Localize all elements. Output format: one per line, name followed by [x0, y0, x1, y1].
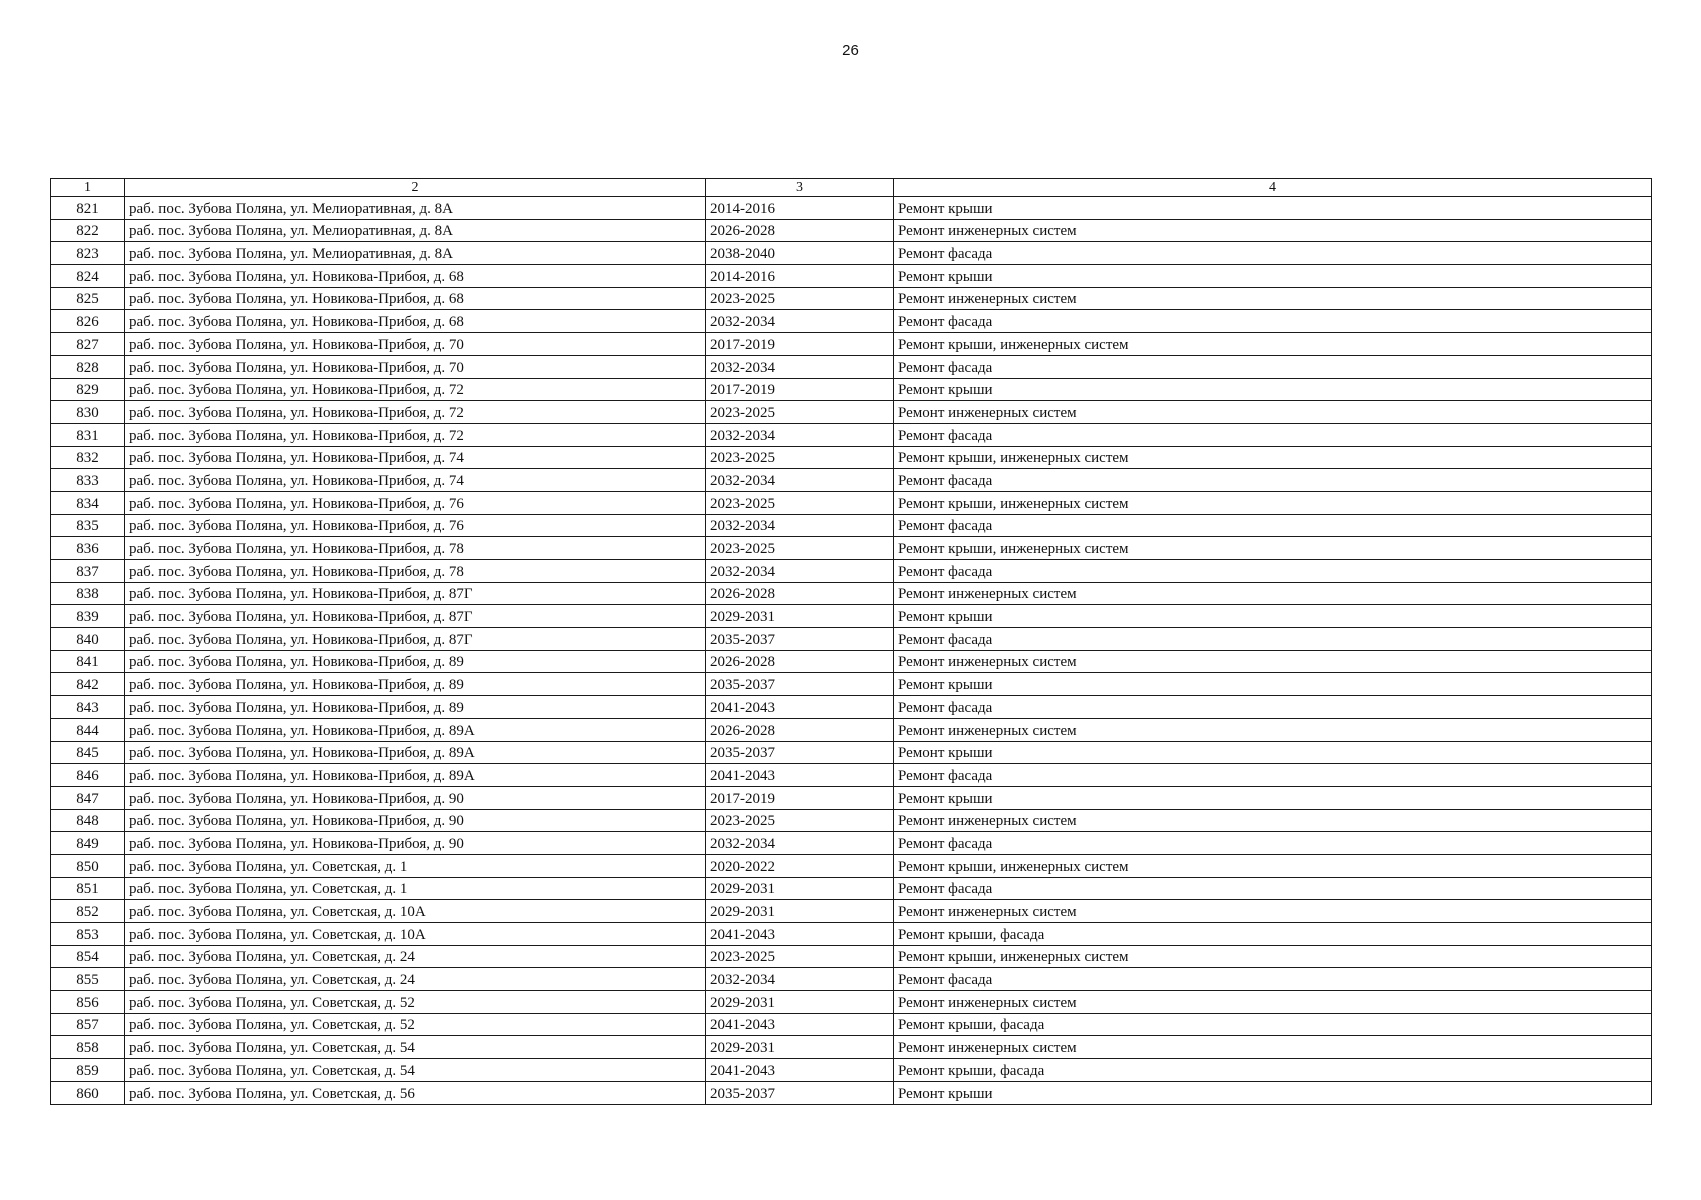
period-cell: 2020-2022 [706, 854, 894, 877]
period-cell: 2017-2019 [706, 786, 894, 809]
row-number: 843 [51, 696, 125, 719]
period-cell: 2035-2037 [706, 741, 894, 764]
row-number: 841 [51, 650, 125, 673]
period-cell: 2023-2025 [706, 401, 894, 424]
work-type-cell: Ремонт инженерных систем [894, 991, 1652, 1014]
period-cell: 2017-2019 [706, 333, 894, 356]
address-cell: раб. пос. Зубова Поляна, ул. Новикова-Прибоя, д. 68 [125, 310, 706, 333]
row-number: 836 [51, 537, 125, 560]
work-type-cell: Ремонт фасада [894, 877, 1652, 900]
address-cell: раб. пос. Зубова Поляна, ул. Советская, д. 54 [125, 1059, 706, 1082]
period-cell: 2023-2025 [706, 809, 894, 832]
table-row [51, 265, 1652, 288]
address-cell: раб. пос. Зубова Поляна, ул. Советская, д. 24 [125, 968, 706, 991]
table-row [51, 1059, 1652, 1082]
work-type-cell: Ремонт фасада [894, 242, 1652, 265]
row-number: 834 [51, 491, 125, 514]
table-row [51, 696, 1652, 719]
period-cell: 2014-2016 [706, 197, 894, 220]
row-number: 857 [51, 1013, 125, 1036]
period-cell: 2041-2043 [706, 1013, 894, 1036]
address-cell: раб. пос. Зубова Поляна, ул. Новикова-Прибоя, д. 72 [125, 378, 706, 401]
table-row [51, 310, 1652, 333]
row-number: 853 [51, 923, 125, 946]
table-row [51, 537, 1652, 560]
row-number: 858 [51, 1036, 125, 1059]
address-cell: раб. пос. Зубова Поляна, ул. Новикова-Прибоя, д. 76 [125, 514, 706, 537]
work-type-cell: Ремонт фасада [894, 355, 1652, 378]
period-cell: 2023-2025 [706, 491, 894, 514]
work-type-cell: Ремонт крыши [894, 605, 1652, 628]
table-row [51, 650, 1652, 673]
period-cell: 2041-2043 [706, 1059, 894, 1082]
table-row [51, 923, 1652, 946]
table-row [51, 673, 1652, 696]
row-number: 852 [51, 900, 125, 923]
work-type-cell: Ремонт крыши [894, 673, 1652, 696]
row-number: 825 [51, 287, 125, 310]
work-type-cell: Ремонт инженерных систем [894, 900, 1652, 923]
address-cell: раб. пос. Зубова Поляна, ул. Советская, д. 10А [125, 923, 706, 946]
table-body [51, 179, 1652, 1105]
work-type-cell: Ремонт крыши, инженерных систем [894, 537, 1652, 560]
table-row [51, 900, 1652, 923]
period-cell: 2029-2031 [706, 900, 894, 923]
address-cell: раб. пос. Зубова Поляна, ул. Советская, д. 52 [125, 991, 706, 1014]
page-number: 26 [842, 42, 859, 59]
address-cell: раб. пос. Зубова Поляна, ул. Новикова-Прибоя, д. 90 [125, 832, 706, 855]
address-cell: раб. пос. Зубова Поляна, ул. Советская, д. 10А [125, 900, 706, 923]
work-type-cell: Ремонт крыши, инженерных систем [894, 491, 1652, 514]
address-cell: раб. пос. Зубова Поляна, ул. Советская, д. 1 [125, 854, 706, 877]
period-cell: 2029-2031 [706, 991, 894, 1014]
address-cell: раб. пос. Зубова Поляна, ул. Советская, д. 24 [125, 945, 706, 968]
address-cell: раб. пос. Зубова Поляна, ул. Мелиоративная, д. 8А [125, 197, 706, 220]
address-cell: раб. пос. Зубова Поляна, ул. Новикова-Прибоя, д. 74 [125, 469, 706, 492]
period-cell: 2026-2028 [706, 582, 894, 605]
period-cell: 2035-2037 [706, 628, 894, 651]
row-number: 859 [51, 1059, 125, 1082]
address-cell: раб. пос. Зубова Поляна, ул. Новикова-Прибоя, д. 76 [125, 491, 706, 514]
period-cell: 2032-2034 [706, 355, 894, 378]
address-cell: раб. пос. Зубова Поляна, ул. Новикова-Прибоя, д. 89А [125, 718, 706, 741]
table-row [51, 514, 1652, 537]
period-cell: 2041-2043 [706, 696, 894, 719]
work-type-cell: Ремонт фасада [894, 968, 1652, 991]
address-cell: раб. пос. Зубова Поляна, ул. Мелиоративная, д. 8А [125, 219, 706, 242]
row-number: 832 [51, 446, 125, 469]
work-type-cell: Ремонт крыши, фасада [894, 1059, 1652, 1082]
table-row [51, 718, 1652, 741]
period-cell: 2041-2043 [706, 923, 894, 946]
work-type-cell: Ремонт инженерных систем [894, 582, 1652, 605]
address-cell: раб. пос. Зубова Поляна, ул. Новикова-Прибоя, д. 70 [125, 355, 706, 378]
address-cell: раб. пос. Зубова Поляна, ул. Новикова-Прибоя, д. 89А [125, 741, 706, 764]
column-header-address: 2 [125, 179, 706, 197]
address-cell: раб. пос. Зубова Поляна, ул. Советская, д. 1 [125, 877, 706, 900]
period-cell: 2029-2031 [706, 877, 894, 900]
table-row [51, 333, 1652, 356]
table-row [51, 1013, 1652, 1036]
period-cell: 2029-2031 [706, 605, 894, 628]
address-cell: раб. пос. Зубова Поляна, ул. Новикова-Прибоя, д. 78 [125, 537, 706, 560]
row-number: 822 [51, 219, 125, 242]
work-type-cell: Ремонт крыши [894, 786, 1652, 809]
table-row [51, 446, 1652, 469]
row-number: 833 [51, 469, 125, 492]
period-cell: 2017-2019 [706, 378, 894, 401]
address-cell: раб. пос. Зубова Поляна, ул. Новикова-Прибоя, д. 68 [125, 265, 706, 288]
row-number: 823 [51, 242, 125, 265]
table-row [51, 628, 1652, 651]
period-cell: 2032-2034 [706, 469, 894, 492]
period-cell: 2032-2034 [706, 310, 894, 333]
table-header-row [51, 179, 1652, 197]
address-cell: раб. пос. Зубова Поляна, ул. Новикова-Прибоя, д. 90 [125, 786, 706, 809]
row-number: 837 [51, 560, 125, 583]
period-cell: 2023-2025 [706, 446, 894, 469]
table-row [51, 582, 1652, 605]
address-cell: раб. пос. Зубова Поляна, ул. Новикова-Прибоя, д. 87Г [125, 582, 706, 605]
table-row [51, 401, 1652, 424]
period-cell: 2032-2034 [706, 832, 894, 855]
address-cell: раб. пос. Зубова Поляна, ул. Новикова-Прибоя, д. 87Г [125, 628, 706, 651]
address-cell: раб. пос. Зубова Поляна, ул. Советская, д. 56 [125, 1081, 706, 1104]
row-number: 840 [51, 628, 125, 651]
table-row [51, 968, 1652, 991]
work-type-cell: Ремонт крыши, инженерных систем [894, 333, 1652, 356]
address-cell: раб. пос. Зубова Поляна, ул. Новикова-Прибоя, д. 74 [125, 446, 706, 469]
period-cell: 2035-2037 [706, 1081, 894, 1104]
work-type-cell: Ремонт инженерных систем [894, 219, 1652, 242]
row-number: 850 [51, 854, 125, 877]
row-number: 856 [51, 991, 125, 1014]
row-number: 845 [51, 741, 125, 764]
period-cell: 2026-2028 [706, 718, 894, 741]
work-type-cell: Ремонт фасада [894, 832, 1652, 855]
table-row [51, 786, 1652, 809]
address-cell: раб. пос. Зубова Поляна, ул. Советская, д. 52 [125, 1013, 706, 1036]
row-number: 830 [51, 401, 125, 424]
table-row [51, 560, 1652, 583]
work-type-cell: Ремонт крыши, инженерных систем [894, 945, 1652, 968]
period-cell: 2026-2028 [706, 219, 894, 242]
column-header-number: 1 [51, 179, 125, 197]
work-type-cell: Ремонт фасада [894, 696, 1652, 719]
table-row [51, 1036, 1652, 1059]
work-type-cell: Ремонт фасада [894, 310, 1652, 333]
work-type-cell: Ремонт крыши [894, 741, 1652, 764]
work-type-cell: Ремонт крыши, инженерных систем [894, 446, 1652, 469]
table-row [51, 741, 1652, 764]
address-cell: раб. пос. Зубова Поляна, ул. Новикова-Прибоя, д. 68 [125, 287, 706, 310]
table-row [51, 197, 1652, 220]
period-cell: 2014-2016 [706, 265, 894, 288]
table-row [51, 491, 1652, 514]
table-row [51, 378, 1652, 401]
work-type-cell: Ремонт крыши [894, 378, 1652, 401]
period-cell: 2032-2034 [706, 514, 894, 537]
row-number: 831 [51, 423, 125, 446]
row-number: 855 [51, 968, 125, 991]
work-type-cell: Ремонт фасада [894, 628, 1652, 651]
period-cell: 2038-2040 [706, 242, 894, 265]
repair-schedule-table [50, 178, 1652, 1105]
address-cell: раб. пос. Зубова Поляна, ул. Советская, д. 54 [125, 1036, 706, 1059]
row-number: 826 [51, 310, 125, 333]
table-row [51, 605, 1652, 628]
work-type-cell: Ремонт крыши, фасада [894, 923, 1652, 946]
row-number: 847 [51, 786, 125, 809]
address-cell: раб. пос. Зубова Поляна, ул. Новикова-Прибоя, д. 89 [125, 673, 706, 696]
table-row [51, 1081, 1652, 1104]
work-type-cell: Ремонт крыши, инженерных систем [894, 854, 1652, 877]
row-number: 844 [51, 718, 125, 741]
period-cell: 2023-2025 [706, 537, 894, 560]
address-cell: раб. пос. Зубова Поляна, ул. Новикова-Прибоя, д. 90 [125, 809, 706, 832]
table-row [51, 945, 1652, 968]
table-row [51, 809, 1652, 832]
work-type-cell: Ремонт фасада [894, 560, 1652, 583]
period-cell: 2029-2031 [706, 1036, 894, 1059]
table-row [51, 832, 1652, 855]
period-cell: 2041-2043 [706, 764, 894, 787]
row-number: 842 [51, 673, 125, 696]
table-row [51, 242, 1652, 265]
work-type-cell: Ремонт фасада [894, 469, 1652, 492]
period-cell: 2032-2034 [706, 968, 894, 991]
work-type-cell: Ремонт крыши [894, 1081, 1652, 1104]
table-row [51, 423, 1652, 446]
table-row [51, 287, 1652, 310]
period-cell: 2023-2025 [706, 287, 894, 310]
row-number: 821 [51, 197, 125, 220]
table-row [51, 469, 1652, 492]
row-number: 835 [51, 514, 125, 537]
period-cell: 2023-2025 [706, 945, 894, 968]
table-row [51, 219, 1652, 242]
work-type-cell: Ремонт инженерных систем [894, 718, 1652, 741]
row-number: 829 [51, 378, 125, 401]
row-number: 824 [51, 265, 125, 288]
work-type-cell: Ремонт крыши [894, 197, 1652, 220]
address-cell: раб. пос. Зубова Поляна, ул. Новикова-Прибоя, д. 70 [125, 333, 706, 356]
work-type-cell: Ремонт фасада [894, 764, 1652, 787]
column-header-period: 3 [706, 179, 894, 197]
period-cell: 2026-2028 [706, 650, 894, 673]
address-cell: раб. пос. Зубова Поляна, ул. Новикова-Прибоя, д. 72 [125, 401, 706, 424]
column-header-work-type: 4 [894, 179, 1652, 197]
address-cell: раб. пос. Зубова Поляна, ул. Новикова-Прибоя, д. 78 [125, 560, 706, 583]
row-number: 827 [51, 333, 125, 356]
address-cell: раб. пос. Зубова Поляна, ул. Новикова-Прибоя, д. 72 [125, 423, 706, 446]
work-type-cell: Ремонт инженерных систем [894, 650, 1652, 673]
row-number: 839 [51, 605, 125, 628]
work-type-cell: Ремонт инженерных систем [894, 1036, 1652, 1059]
address-cell: раб. пос. Зубова Поляна, ул. Новикова-Прибоя, д. 89 [125, 696, 706, 719]
work-type-cell: Ремонт фасада [894, 514, 1652, 537]
period-cell: 2035-2037 [706, 673, 894, 696]
table-row [51, 877, 1652, 900]
period-cell: 2032-2034 [706, 423, 894, 446]
work-type-cell: Ремонт инженерных систем [894, 401, 1652, 424]
row-number: 854 [51, 945, 125, 968]
table-row [51, 355, 1652, 378]
row-number: 848 [51, 809, 125, 832]
work-type-cell: Ремонт крыши, фасада [894, 1013, 1652, 1036]
address-cell: раб. пос. Зубова Поляна, ул. Мелиоративная, д. 8А [125, 242, 706, 265]
row-number: 851 [51, 877, 125, 900]
row-number: 838 [51, 582, 125, 605]
table-row [51, 764, 1652, 787]
row-number: 860 [51, 1081, 125, 1104]
table-row [51, 991, 1652, 1014]
address-cell: раб. пос. Зубова Поляна, ул. Новикова-Прибоя, д. 89 [125, 650, 706, 673]
row-number: 849 [51, 832, 125, 855]
period-cell: 2032-2034 [706, 560, 894, 583]
work-type-cell: Ремонт инженерных систем [894, 287, 1652, 310]
table-row [51, 854, 1652, 877]
work-type-cell: Ремонт инженерных систем [894, 809, 1652, 832]
row-number: 828 [51, 355, 125, 378]
work-type-cell: Ремонт фасада [894, 423, 1652, 446]
address-cell: раб. пос. Зубова Поляна, ул. Новикова-Прибоя, д. 89А [125, 764, 706, 787]
address-cell: раб. пос. Зубова Поляна, ул. Новикова-Прибоя, д. 87Г [125, 605, 706, 628]
row-number: 846 [51, 764, 125, 787]
work-type-cell: Ремонт крыши [894, 265, 1652, 288]
